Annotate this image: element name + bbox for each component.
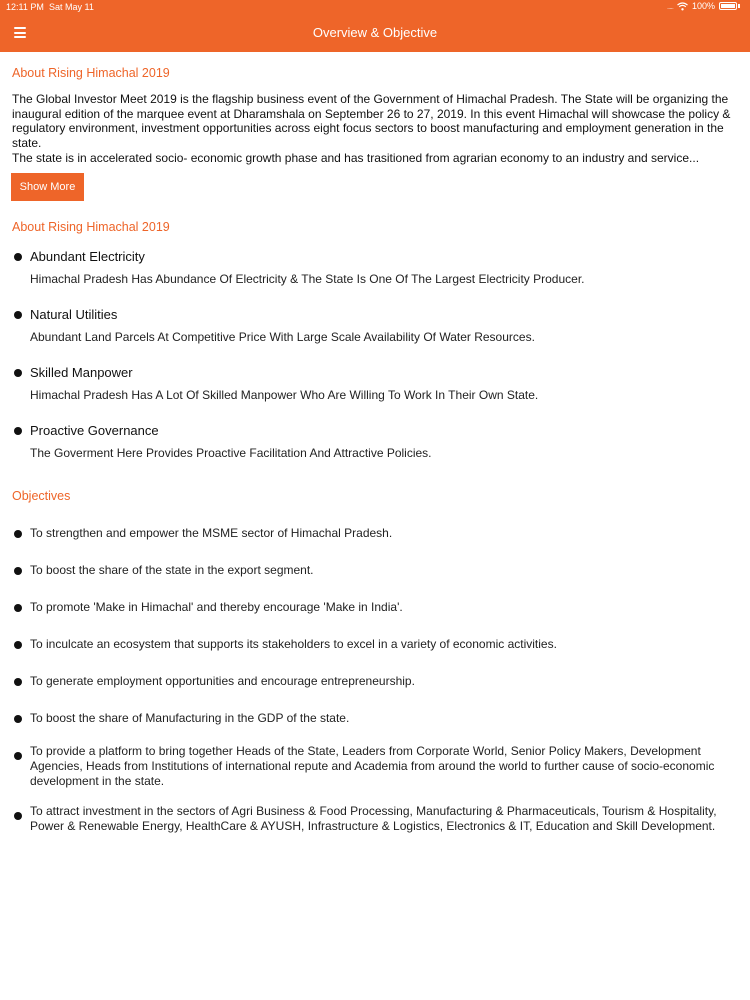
bullet-icon bbox=[14, 369, 22, 377]
objective-text: To strengthen and empower the MSME sector of Himachal Pradesh. bbox=[30, 526, 393, 540]
objective-text: To promote 'Make in Himachal' and thereby encourage 'Make in India'. bbox=[30, 600, 403, 614]
page-title: Overview & Objective bbox=[312, 25, 438, 40]
battery-nub bbox=[738, 4, 740, 8]
nav-bar bbox=[0, 14, 750, 52]
about-description bbox=[12, 92, 742, 166]
bullet-icon bbox=[14, 253, 22, 261]
advantage-title: Natural Utilities bbox=[30, 307, 118, 322]
bullet-icon bbox=[14, 567, 22, 575]
bullet-icon bbox=[14, 678, 22, 686]
advantage-description: Abundant Land Parcels At Competitive Price With Large Scale Availability Of Water Resources. bbox=[30, 330, 535, 344]
advantage-title: Abundant Electricity bbox=[30, 249, 145, 264]
objective-text: To boost the share of the state in the export segment. bbox=[30, 563, 314, 577]
about-section-title: About Rising Himachal 2019 bbox=[12, 66, 170, 80]
status-time: 12:11 PM bbox=[6, 2, 44, 12]
advantage-description: Himachal Pradesh Has Abundance Of Electricity & The State Is One Of The Largest Electricity Producer. bbox=[30, 272, 585, 286]
advantage-description: The Goverment Here Provides Proactive Facilitation And Attractive Policies. bbox=[30, 446, 432, 460]
objectives-section-title: Objectives bbox=[12, 489, 71, 503]
status-bar bbox=[0, 0, 750, 14]
bullet-icon bbox=[14, 752, 22, 760]
wifi-icon bbox=[677, 2, 688, 11]
battery-icon bbox=[719, 2, 737, 10]
advantages-section-title: About Rising Himachal 2019 bbox=[12, 220, 170, 234]
advantage-title: Proactive Governance bbox=[30, 423, 159, 438]
battery-percent: 100% bbox=[691, 1, 715, 11]
advantage-title: Skilled Manpower bbox=[30, 365, 133, 380]
about-paragraph-1: The Global Investor Meet 2019 is the flagship business event of the Government of Himachal Pradesh. The State will be organizing the inaugural edition of the marquee event at Dharamshala on September 26 to 27, 2019. In this event Himachal will showcase the policy & regulatory environment, investment opportunities across eight focus sectors to boost manufacturing and employment generation in the state. bbox=[12, 92, 731, 151]
status-right bbox=[667, 1, 740, 11]
bullet-icon bbox=[14, 715, 22, 723]
bullet-icon bbox=[14, 604, 22, 612]
signal-icon: ..... bbox=[666, 1, 673, 11]
bullet-icon bbox=[14, 530, 22, 538]
bullet-icon bbox=[14, 427, 22, 435]
objective-text: To generate employment opportunities and encourage entrepreneurship. bbox=[30, 674, 415, 688]
advantage-description: Himachal Pradesh Has A Lot Of Skilled Manpower Who Are Willing To Work In Their Own State. bbox=[30, 388, 539, 402]
bullet-icon bbox=[14, 311, 22, 319]
bullet-icon bbox=[14, 812, 22, 820]
show-more-button[interactable]: Show More bbox=[11, 173, 84, 201]
objective-text: To inculcate an ecosystem that supports its stakeholders to excel in a variety of economic activities. bbox=[30, 637, 557, 651]
objective-text: To attract investment in the sectors of Agri Business & Food Processing, Manufacturing & Pharmaceuticals, Tourism & Hospitality, Power & Renewable Energy, HealthCare & AYUSH, Infrastructure & Logistics, Electronics & IT, Education and Skill Development. bbox=[30, 804, 717, 833]
bullet-icon bbox=[14, 641, 22, 649]
objective-text: To provide a platform to bring together Heads of the State, Leaders from Corporate World, Senior Policy Makers, Development Agencies, Heads from Institutions of international repute and Academia from around the world to further cause of socio-economic development in the state. bbox=[30, 744, 715, 788]
objective-text: To boost the share of Manufacturing in the GDP of the state. bbox=[30, 711, 350, 725]
status-date: Sat May 11 bbox=[49, 2, 94, 12]
about-paragraph-2: The state is in accelerated socio- economic growth phase and has trasitioned from agrarian economy to an industry and service... bbox=[12, 150, 700, 165]
